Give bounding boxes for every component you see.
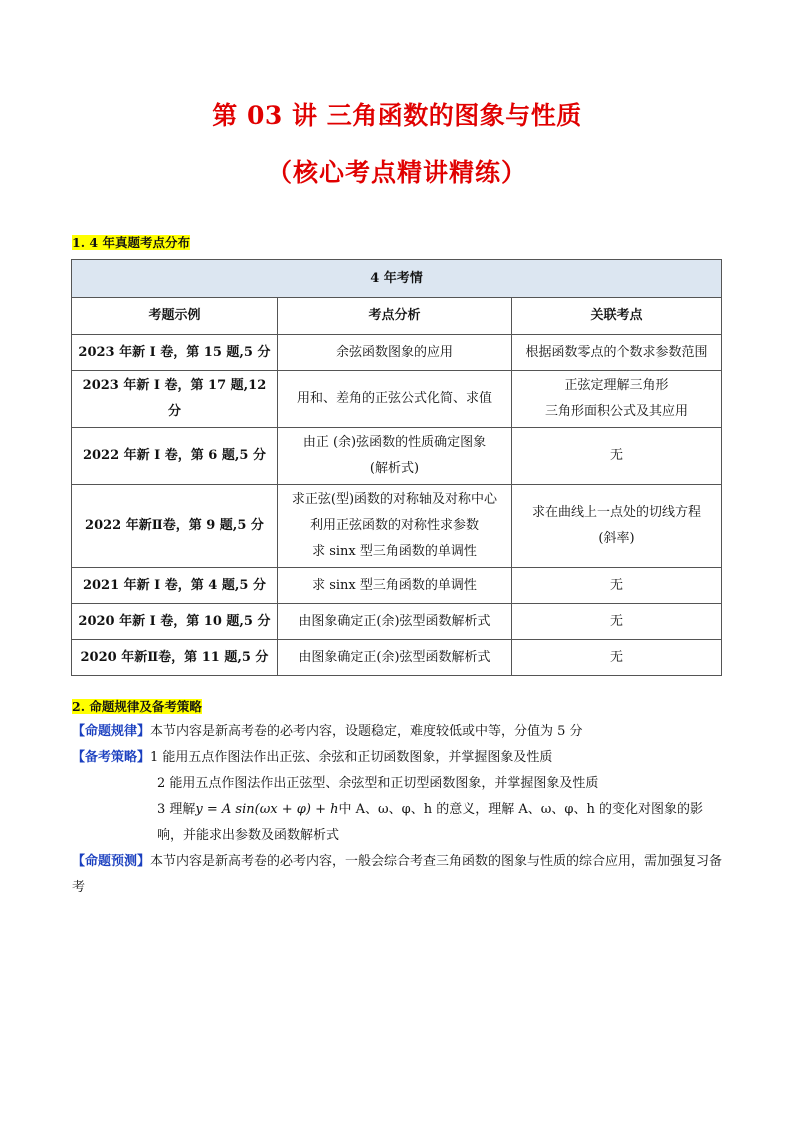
cell-example: 2020 年新Ⅱ卷，第 11 题,5 分 (72, 640, 278, 676)
cell-related-line: 根据函数零点的个数求参数范围 (525, 344, 708, 360)
section-1-heading-text: 1. 4 年真题考点分布 (72, 235, 190, 250)
strategy-tag: 【备考策略】 (72, 750, 151, 765)
cell-analysis-line: 用和、差角的正弦公式化简、求值 (296, 391, 492, 406)
table-row (72, 604, 722, 640)
cell-analysis (277, 604, 511, 640)
cell-analysis (277, 485, 511, 568)
cell-example: 2022 年新 I 卷，第 6 题,5 分 (72, 428, 278, 485)
cell-analysis (277, 568, 511, 604)
cell-example: 2020 年新 I 卷，第 10 题,5 分 (72, 604, 278, 640)
cell-related (512, 604, 722, 640)
document-subtitle: （核心考点精讲精练） (266, 158, 527, 187)
cell-related-line: 无 (610, 613, 624, 629)
exam-distribution-table (71, 259, 722, 676)
cell-related-line: 无 (610, 448, 624, 463)
predict-text: 本节内容是新高考卷的必考内容，一般会综合考查三角函数的图象与性质的综合应用，需加强复习备考 (72, 854, 723, 895)
header-example: 考题示例 (72, 298, 278, 335)
cell-analysis (277, 428, 511, 485)
cell-analysis-line: 求 sinx 型三角函数的单调性 (312, 544, 477, 559)
table-row (72, 335, 722, 371)
predict-paragraph (72, 849, 724, 901)
document-title: 第 03 讲 三角函数的图象与性质 (212, 101, 582, 130)
cell-related-line: 正弦定理解三角形 (564, 378, 669, 393)
cell-related-line: 无 (610, 649, 624, 665)
cell-analysis-line: 余弦函数图象的应用 (335, 344, 453, 360)
header-analysis: 考点分析 (277, 298, 511, 335)
section-2-heading-text: 2. 命题规律及备考策略 (72, 699, 202, 714)
cell-analysis-line: 由图象确定正(余)弦型函数解析式 (298, 649, 491, 665)
cell-analysis-line: 由图象确定正(余)弦型函数解析式 (298, 613, 491, 629)
strategy-item-3-prefix: 3 理解 (157, 802, 196, 817)
rule-paragraph (72, 719, 724, 745)
cell-analysis-line: 由正 (余)弦函数的性质确定图象 (302, 435, 487, 450)
cell-related (512, 335, 722, 371)
cell-related (512, 568, 722, 604)
cell-analysis-line: 求正弦(型)函数的对称轴及对称中心 (291, 492, 498, 507)
strategy-item-2: 2 能用五点作图法作出正弦型、余弦型和正切型函数图象，并掌握图象及性质 (157, 776, 599, 791)
cell-analysis-line: 求 sinx 型三角函数的单调性 (312, 577, 477, 593)
cell-related-line: (斜率) (598, 531, 635, 546)
cell-related (512, 640, 722, 676)
table-caption: 4 年考情 (72, 260, 722, 298)
cell-related (512, 485, 722, 568)
table-row (72, 428, 722, 485)
section-2-heading (72, 697, 202, 715)
strategy-paragraph-1 (72, 745, 724, 771)
strategy-item-1: 1 能用五点作图法作出正弦、余弦和正切函数图象，并掌握图象及性质 (150, 750, 553, 765)
cell-example: 2023 年新 I 卷，第 17 题,12 分 (72, 371, 278, 428)
section-1-heading (72, 233, 190, 251)
cell-example: 2023 年新 I 卷，第 15 题,5 分 (72, 335, 278, 371)
header-related: 关联考点 (512, 298, 722, 335)
table-row (72, 371, 722, 428)
cell-related-line: 求在曲线上一点处的切线方程 (532, 505, 702, 520)
table-row (72, 640, 722, 676)
table-row (72, 485, 722, 568)
rule-text: 本节内容是新高考卷的必考内容，设题稳定，难度较低或中等，分值为 5 分 (150, 724, 583, 739)
cell-analysis (277, 640, 511, 676)
strategy-item-3 (157, 797, 724, 823)
strategy-item-3-end: 响，并能求出参数及函数解析式 (157, 828, 340, 843)
cell-related-line: 无 (610, 577, 624, 593)
cell-related (512, 428, 722, 485)
cell-analysis-line: (解析式) (369, 461, 420, 476)
rule-tag: 【命题规律】 (72, 724, 151, 739)
cell-related-line: 三角形面积公式及其应用 (545, 404, 689, 419)
cell-analysis (277, 335, 511, 371)
cell-analysis-line: 利用正弦函数的对称性求参数 (309, 518, 479, 533)
strategy-item-3-formula: y = A sin(ωx + φ) + h (195, 802, 339, 817)
table-row (72, 568, 722, 604)
predict-tag: 【命题预测】 (72, 854, 151, 869)
cell-example: 2021 年新 I 卷，第 4 题,5 分 (72, 568, 278, 604)
cell-analysis (277, 371, 511, 428)
strategy-item-3-mid: 中 A、ω、φ、h 的意义，理解 A、ω、φ、h 的变化对图象的影 (338, 802, 703, 817)
cell-example: 2022 年新Ⅱ卷，第 9 题,5 分 (72, 485, 278, 568)
cell-related (512, 371, 722, 428)
